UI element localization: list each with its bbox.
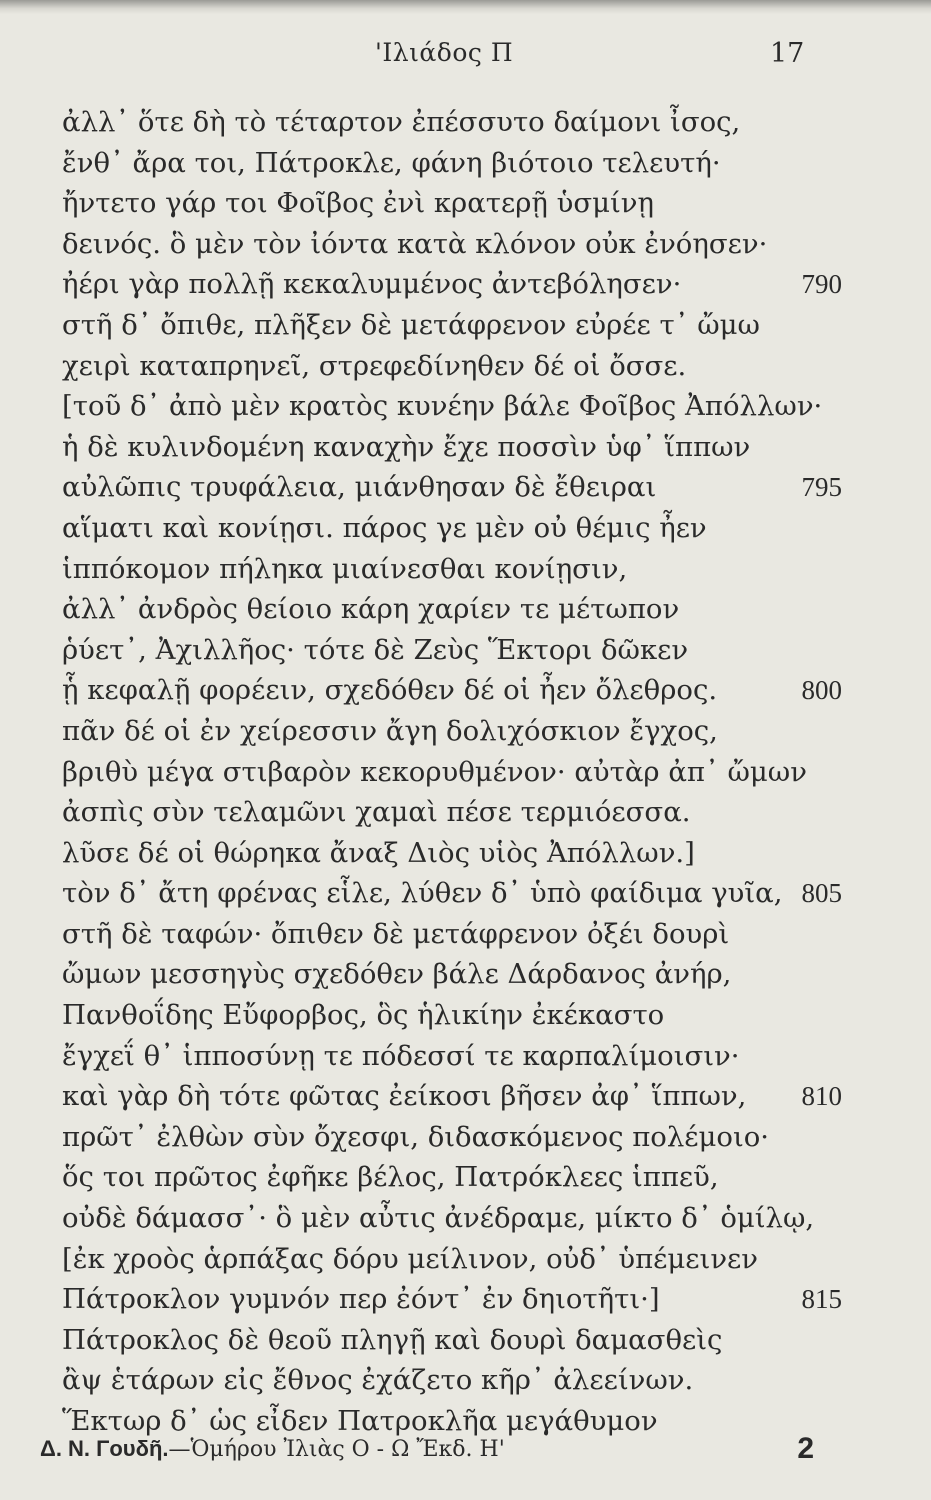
verse-text: ἀσπὶς σὺν τελαμῶνι χαμαὶ πέσε τερμιόεσσα. — [62, 796, 691, 829]
verse-line — [62, 914, 842, 955]
verse-text: ἤντετο γάρ τοι Φοῖβος ἐνὶ κρατερῇ ὑσμίνῃ — [62, 187, 654, 220]
verse-text: ἂψ ἑτάρων εἰς ἔθνος ἐχάζετο κῆρ᾽ ἀλεείνων. — [62, 1364, 694, 1397]
verse-line — [62, 386, 842, 427]
verse-text: Πάτροκλον γυμνόν περ ἐόντ᾽ ἐν δηιοτῆτι·] — [62, 1283, 660, 1316]
verse-line — [62, 305, 842, 346]
verse-text: ὤμων μεσσηγὺς σχεδόθεν βάλε Δάρδανος ἀνήρ, — [62, 958, 732, 991]
verse-line — [62, 346, 842, 387]
verse-line — [62, 1239, 842, 1280]
verse-line — [62, 102, 842, 143]
verse-line — [62, 467, 842, 508]
page-top-edge — [0, 0, 931, 14]
verse-line — [62, 873, 842, 914]
verse-text: Ἕκτωρ δ᾽ ὡς εἶδεν Πατροκλῆα μεγάθυμον — [62, 1405, 658, 1437]
verse-line — [62, 183, 842, 224]
verse-text: ἀλλ᾽ ἀνδρὸς θείοιο κάρη χαρίεν τε μέτωπον — [62, 593, 680, 626]
page-number: 17 — [770, 38, 805, 69]
verse-line — [62, 589, 842, 630]
verse-line — [62, 792, 842, 833]
verse-text: λῦσε δέ οἱ θώρηκα ἄναξ Διὸς υἱὸς Ἀπόλλων.] — [62, 836, 695, 869]
verse-text: βριθὺ μέγα στιβαρὸν κεκορυθμένον· αὐτὰρ ἀπ᾽ ὤμων — [62, 755, 807, 788]
line-number: 795 — [801, 472, 842, 503]
verse-text: ἔνθ᾽ ἄρα τοι, Πάτροκλε, φάνη βιότοιο τελευτή· — [62, 146, 721, 179]
footer — [40, 1432, 814, 1465]
verse-text: ῥύετ᾽, Ἀχιλλῆος· τότε δὲ Ζεὺς Ἕκτορι δῶκεν — [62, 633, 689, 666]
line-number: 810 — [801, 1081, 842, 1112]
verse-line — [62, 1117, 842, 1158]
verse-text: ὅς τοι πρῶτος ἐφῆκε βέλος, Πατρόκλεες ἱππεῦ, — [62, 1161, 719, 1194]
verse-line — [62, 143, 842, 184]
verse-text: καὶ γὰρ δὴ τότε φῶτας ἐείκοσι βῆσεν ἀφ᾽ ἵππων, — [62, 1080, 747, 1113]
verse-line — [62, 549, 842, 590]
line-number: 815 — [801, 1284, 842, 1315]
verse-text: [τοῦ δ᾽ ἀπὸ μὲν κρατὸς κυνέην βάλε Φοῖβος Ἀπόλλων· — [62, 390, 823, 423]
verse-line — [62, 1360, 842, 1401]
verse-text: αἵματι καὶ κονίῃσι. πάρος γε μὲν οὐ θέμις ἦεν — [62, 511, 707, 544]
verse-line — [62, 1157, 842, 1198]
verse-text: οὐδὲ δάμασσ᾽· ὃ μὲν αὖτις ἀνέδραμε, μίκτο δ᾽ ὁμίλῳ, — [62, 1202, 815, 1235]
verse-line — [62, 670, 842, 711]
verse-text: στῆ δὲ ταφών· ὄπιθεν δὲ μετάφρενον ὀξέι δουρὶ — [62, 917, 730, 950]
verse-text: ἔγχεΐ θ᾽ ἱπποσύνῃ τε πόδεσσί τε καρπαλίμοισιν· — [62, 1039, 740, 1072]
verse-text: πᾶν δέ οἱ ἐν χείρεσσιν ἄγη δολιχόσκιον ἔγχος, — [62, 714, 718, 747]
verse-line — [62, 711, 842, 752]
verse-line — [62, 508, 842, 549]
verse-block — [62, 102, 842, 1442]
verse-text: ἱππόκομον πήληκα μιαίνεσθαι κονίῃσιν, — [62, 552, 628, 585]
verse-text: αὐλῶπις τρυφάλεια, μιάνθησαν δὲ ἔθειραι — [62, 471, 657, 504]
verse-line — [62, 1320, 842, 1361]
verse-text: [ἐκ χροὸς ἁρπάξας δόρυ μείλινον, οὐδ᾽ ὑπέμεινεν — [62, 1242, 759, 1275]
verse-text: πρῶτ᾽ ἐλθὼν σὺν ὄχεσφι, διδασκόμενος πολέμοιο· — [62, 1120, 770, 1153]
verse-text: ἡ δὲ κυλινδομένη καναχὴν ἔχε ποσσὶν ὑφ᾽ ἵππων — [62, 430, 751, 463]
verse-text: χειρὶ καταπρηνεῖ, στρεφεδίνηθεν δέ οἱ ὄσσε. — [62, 349, 687, 382]
verse-text: ἠέρι γὰρ πολλῇ κεκαλυμμένος ἀντεβόλησεν· — [62, 268, 682, 301]
verse-text: δεινός. ὃ μὲν τὸν ἰόντα κατὰ κλόνον οὐκ ἐνόησεν· — [62, 227, 768, 260]
verse-line — [62, 954, 842, 995]
signature-mark: 2 — [797, 1432, 814, 1465]
line-number: 790 — [801, 269, 842, 300]
line-number: 805 — [801, 878, 842, 909]
verse-line — [62, 224, 842, 265]
verse-line — [62, 833, 842, 874]
verse-text: Πανθοΐδης Εὔφορβος, ὃς ἡλικίην ἐκέκαστο — [62, 999, 665, 1032]
verse-line — [62, 264, 842, 305]
footer-publisher: Δ. Ν. Γουδῆ. — [40, 1436, 169, 1461]
verse-text: ἀλλ᾽ ὅτε δὴ τὸ τέταρτον ἐπέσσυτο δαίμονι ἶσος, — [62, 106, 741, 138]
verse-text: ᾗ κεφαλῇ φορέειν, σχεδόθεν δέ οἱ ἦεν ὄλεθρος. — [62, 674, 718, 707]
verse-text: τὸν δ᾽ ἄτη φρένας εἷλε, λύθεν δ᾽ ὑπὸ φαίδιμα γυῖα, — [62, 877, 783, 910]
verse-line — [62, 1198, 842, 1239]
verse-line — [62, 1279, 842, 1320]
running-head: 'Ιλιάδος Π — [375, 38, 514, 67]
verse-line — [62, 427, 842, 468]
verse-line — [62, 1036, 842, 1077]
verse-text: Πάτροκλος δὲ θεοῦ πληγῇ καὶ δουρὶ δαμασθεὶς — [62, 1323, 723, 1356]
verse-text: στῆ δ᾽ ὄπιθε, πλῆξεν δὲ μετάφρενον εὐρέε τ᾽ ὤμω — [62, 308, 760, 341]
line-number: 800 — [801, 675, 842, 706]
verse-line — [62, 1076, 842, 1117]
footer-title: —Ὁμήρου Ἰλιὰς Ο - Ω Ἔκδ. Η' — [168, 1437, 505, 1462]
verse-line — [62, 752, 842, 793]
verse-line — [62, 630, 842, 671]
verse-line — [62, 995, 842, 1036]
